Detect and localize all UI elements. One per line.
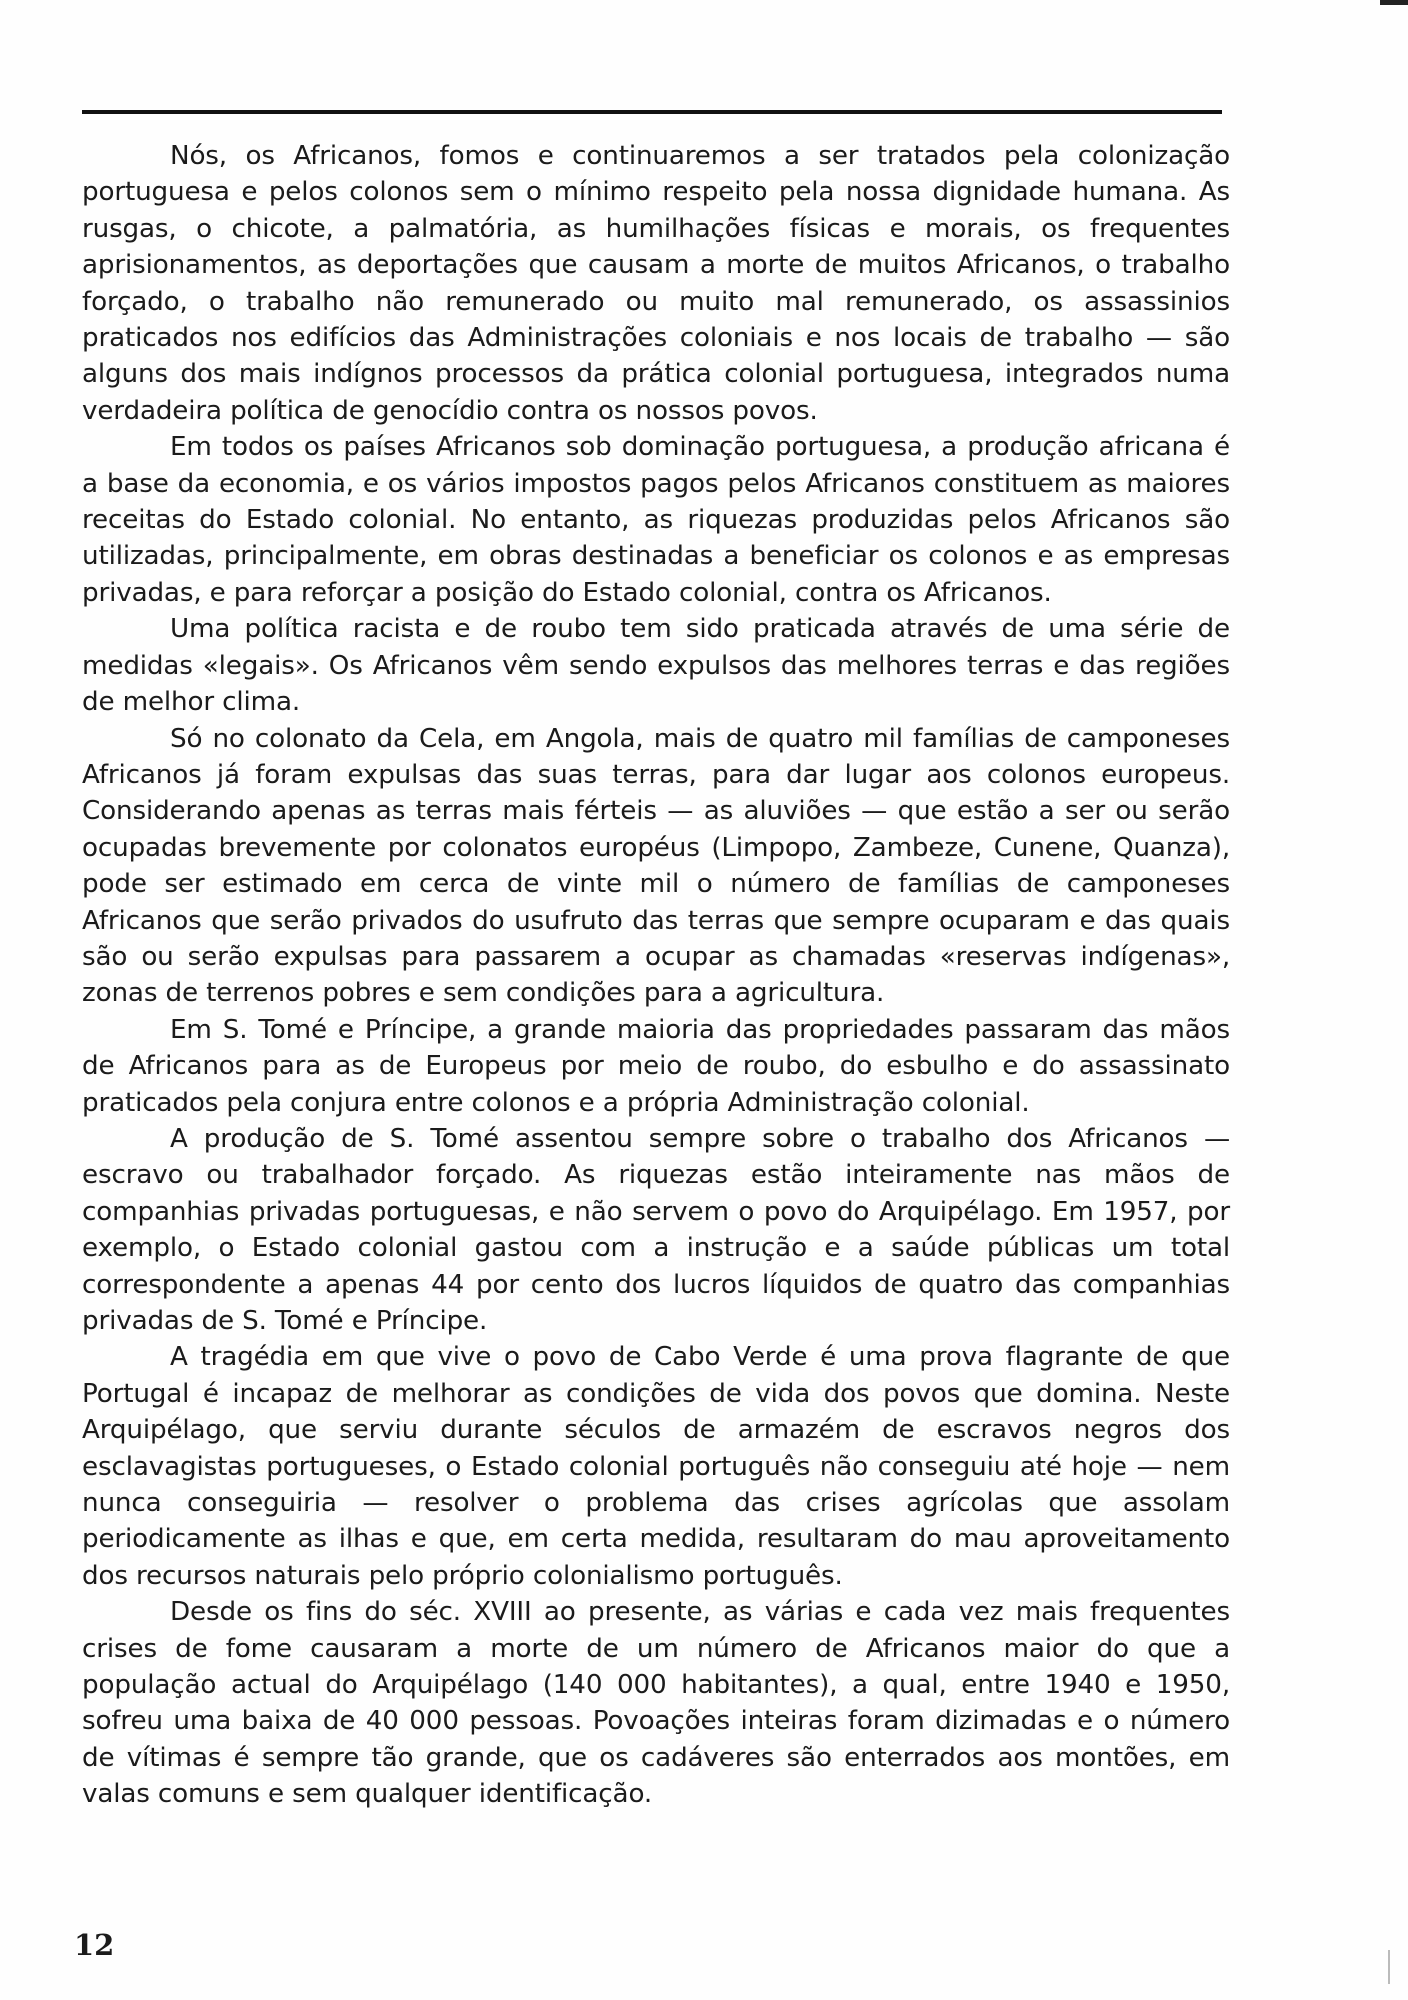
header-rule [82,110,1222,114]
page-number: 12 [74,1928,115,1962]
paragraph: Uma política racista e de roubo tem sido praticada através de uma série de medidas «legais». Os Africanos vêm sendo expulsos das melhores terras e das regiões de melhor clima. [82,614,1230,718]
paragraph: Nós, os Africanos, fomos e continuaremos a ser tratados pela colonização portuguesa e pelos colonos sem o mínimo respeito pela nossa dignidade humana. As rusgas, o chicote, a palmatória, as humilhações físicas e morais, os frequentes aprisionamentos, as deportações que causam a morte de muitos Africanos, o trabalho forçado, o trabalho não remunerado ou muito mal remunerado, os assassinios praticados nos edifícios das Administrações coloniais e nos locais de trabalho — são alguns dos mais indígnos processos da prática colonial portuguesa, integrados numa verdadeira política de genocídio contra os nossos povos. [82,141,1230,426]
paragraph: Em S. Tomé e Príncipe, a grande maioria das propriedades passaram das mãos de Africanos para as de Europeus por meio de roubo, do esbulho e do assassinato praticados pela conjura entre colonos e a própria Administração colonial. [82,1014,1230,1118]
paragraph: A tragédia em que vive o povo de Cabo Verde é uma prova flagrante de que Portugal é incapaz de melhorar as condições de vida dos povos que domina. Neste Arquipélago, que serviu durante séculos de armazém de escravos negros dos esclavagistas portugueses, o Estado colonial português não conseguiu até hoje — nem nunca conseguiria — resolver o problema das crises agrícolas que assolam periodicamente as ilhas e que, em certa medida, resultaram do mau aproveitamento dos recursos naturais pelo próprio colonialismo português. [82,1342,1230,1591]
paragraph: Em todos os países Africanos sob dominação portuguesa, a produção africana é a base da economia, e os vários impostos pagos pelos Africanos constituem as maiores receitas do Estado colonial. No entanto, as riquezas produzidas pelos Africanos são utilizadas, principalmente, em obras destinadas a beneficiar os colonos e as empresas privadas, e para reforçar a posição do Estado colonial, contra os Africanos. [82,432,1230,608]
scan-edge-mark [1380,0,1408,5]
paragraph: Desde os fins do séc. XVIII ao presente, as várias e cada vez mais frequentes crises de fome causaram a morte de um número de Africanos maior do que a população actual do Arquipélago (140 000 habitantes), a qual, entre 1940 e 1950, sofreu uma baixa de 40 000 pessoas. Povoações inteiras foram dizimadas e o número de vítimas é sempre tão grande, que os cadáveres são enterrados aos montões, em valas comuns e sem qualquer identificação. [82,1597,1230,1810]
paragraph: Só no colonato da Cela, em Angola, mais de quatro mil famílias de camponeses Africanos já foram expulsas das suas terras, para dar lugar aos colonos europeus. Considerando apenas as terras mais férteis — as aluviões — que estão a ser ou serão ocupadas brevemente por colonatos européus (Limpopo, Zambeze, Cunene, Quanza), pode ser estimado em cerca de vinte mil o número de famílias de camponeses Africanos que serão privados do usufruto das terras que sempre ocuparam e das quais são ou serão expulsas para passarem a ocupar as chamadas «reservas indígenas», zonas de terrenos pobres e sem condições para a agricultura. [82,723,1230,1009]
scan-edge-mark [1388,1950,1390,1984]
body-text [82,138,1230,1813]
paragraph: A produção de S. Tomé assentou sempre sobre o trabalho dos Africanos — escravo ou trabalhador forçado. As riquezas estão inteiramente nas mãos de companhias privadas portuguesas, e não servem o povo do Arquipélago. Em 1957, por exemplo, o Estado colonial gastou com a instrução e a saúde públicas um total correspondente a apenas 44 por cento dos lucros líquidos de quatro das companhias privadas de S. Tomé e Príncipe. [82,1123,1230,1336]
